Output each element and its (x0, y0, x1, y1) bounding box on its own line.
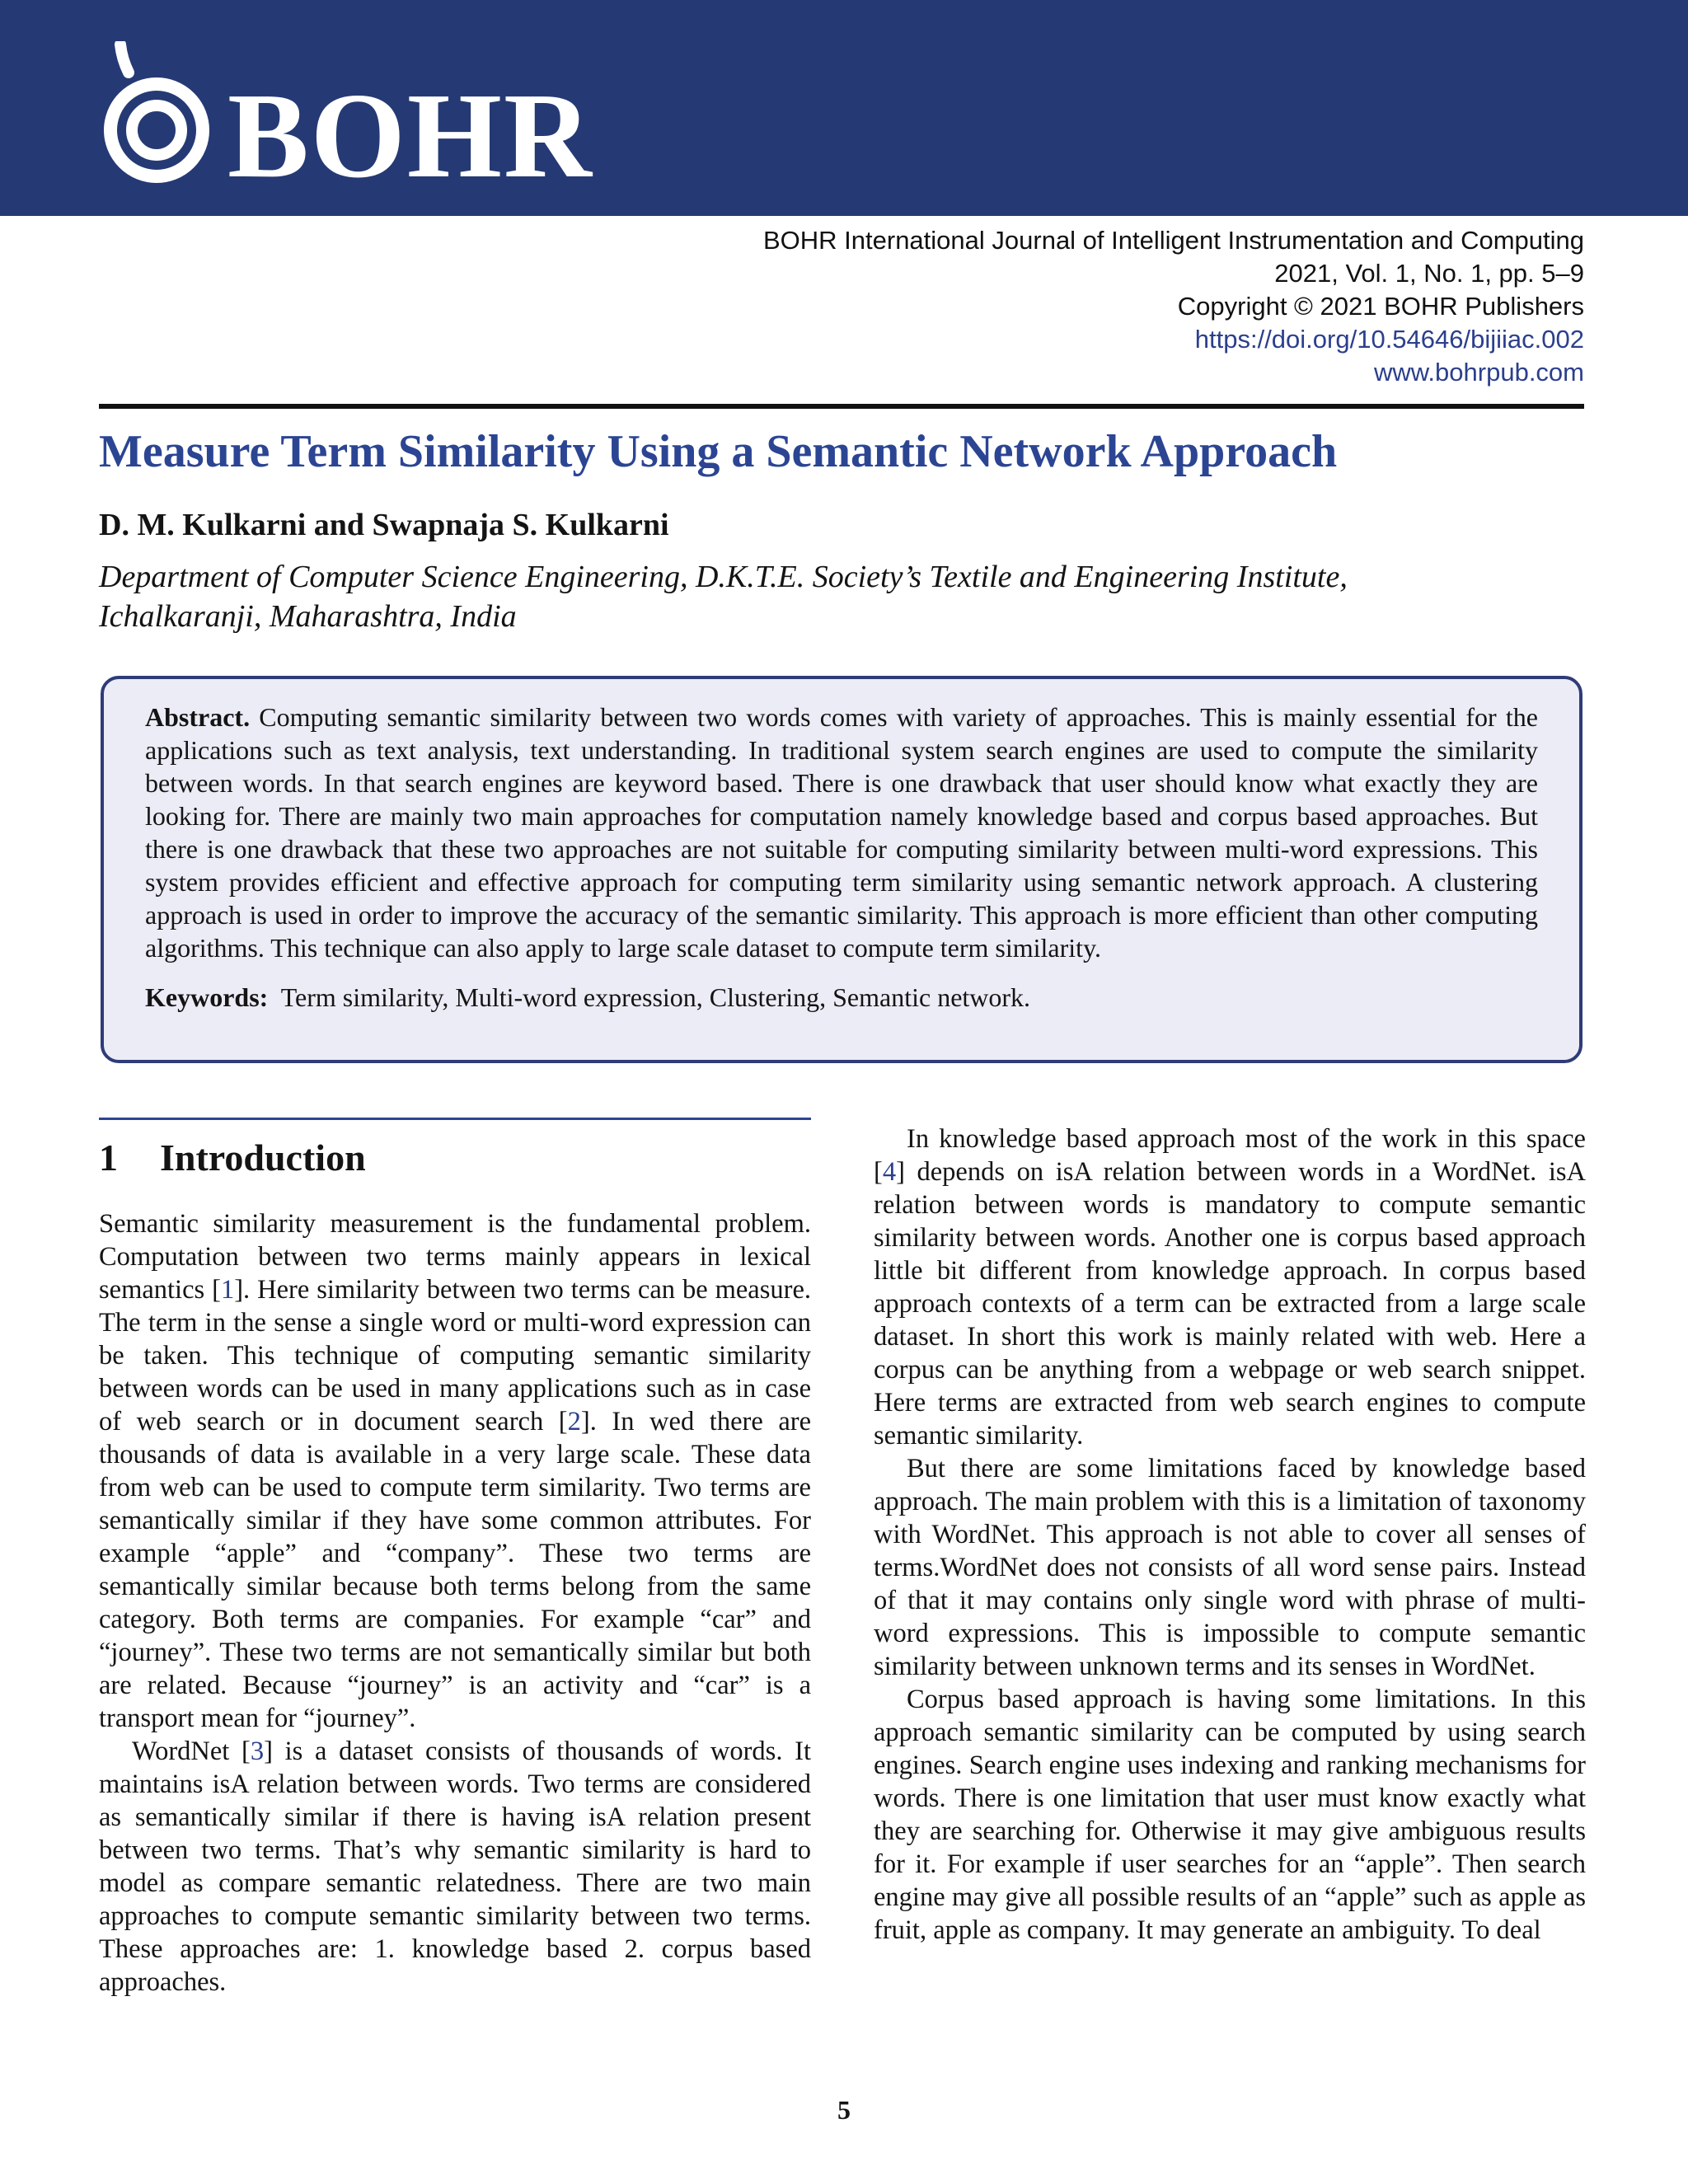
paragraph-1 (99, 1207, 811, 1735)
abstract-box (101, 676, 1582, 1063)
citation-4[interactable]: 4 (882, 1157, 897, 1187)
journal-issue: 2021, Vol. 1, No. 1, pp. 5–9 (1274, 259, 1584, 288)
page-number: 5 (837, 2095, 851, 2125)
header-rule (99, 404, 1584, 409)
p3-text-a: In knowledge based approach most of the work in this space [ (874, 1124, 1586, 1187)
keywords-text: Term similarity, Multi-word expression, Clustering, Semantic network. (280, 982, 1031, 1012)
p1-text-a: Semantic similarity measurement is the fundamental problem. Computation between two terms mainly appears in lexical semantics [ (99, 1209, 811, 1305)
paragraph-2 (99, 1735, 811, 1999)
doi-link[interactable]: https://doi.org/10.54646/bijiiac.002 (1194, 325, 1584, 354)
section-title: Introduction (160, 1137, 366, 1179)
bohr-logo-icon (97, 41, 221, 190)
section-number: 1 (99, 1137, 118, 1179)
paragraph-5: Corpus based approach is having some limitations. In this approach semantic similarity can be computed by using search engines. Search engine uses indexing and ranking mechanisms for words. There is one limitation that user must know exactly what they are searching for. Otherwise it may give ambiguous results for it. For example if user searches for an “apple”. Then search engine may give all possible results of an “apple” such as apple as fruit, apple as company. It may generate an ambiguity. To deal (874, 1685, 1586, 1945)
section-heading (99, 1133, 811, 1183)
abstract-label: Abstract. (145, 702, 251, 732)
journal-name: BOHR International Journal of Intelligent Instrumentation and Computing (762, 226, 1584, 255)
paragraph-3 (874, 1122, 1586, 1452)
article-title: Measure Term Similarity Using a Semantic Network Approach (99, 426, 1338, 477)
copyright-line: Copyright © 2021 BOHR Publishers (1177, 292, 1584, 321)
section-rule (99, 1118, 811, 1120)
bohr-logo (97, 41, 593, 204)
header-banner (0, 0, 1688, 216)
citation-2[interactable]: 2 (567, 1407, 581, 1436)
abstract-text: Computing semantic similarity between two words comes with variety of approaches. This is mainly essential for the applications such as text analysis, text understanding. In traditional system search engines are used to compute the similarity between words. In that search engines are keyword based. There is one drawback that user should know what exactly they are looking for. There are mainly two main approaches for computation namely knowledge based and corpus based approaches. But there is one drawback that these two approaches are not suitable for computing similarity between multi-word expressions. This system provides efficient and effective approach for computing term similarity using semantic network approach. A clustering approach is used in order to improve the accuracy of the semantic similarity. This approach is more efficient than other computing algorithms. This technique can also apply to large scale dataset to compute term similarity. (145, 702, 1539, 963)
article-authors: D. M. Kulkarni and Swapnaja S. Kulkarni (99, 508, 669, 542)
paragraph-4: But there are some limitations faced by knowledge based approach. The main problem with this is a limitation of taxonomy with WordNet. This approach is not able to cover all senses of terms.WordNet does not consists of all word sense pairs. Instead of that it may contains only single word with phrase of multi-word expressions. This is impossible to compute semantic similarity between unknown terms and its senses in WordNet. (874, 1454, 1586, 1681)
affiliation-line-2: Ichalkaranji, Maharashtra, India (99, 599, 517, 634)
p1-text-c: ]. In wed there are thousands of data is available in a very large scale. These data from web can be used to compute term similarity. Two terms are semantically similar if they have some common attributes. For example “apple” and “company”. These two terms are semantically similar because both terms belong from the same category. Both terms are companies. For example “car” and “journey”. These two terms are not semantically similar but both are related. Because “journey” is an activity and “car” is a transport mean for “journey”. (99, 1407, 811, 1733)
right-column (874, 1122, 1586, 1947)
affiliation-line-1: Department of Computer Science Engineering, D.K.T.E. Society’s Textile and Engineering Institute, (99, 560, 1348, 594)
p3-text-b: ] depends on isA relation between words in a WordNet. isA relation between words is mandatory to compute semantic similarity between words. Another one is corpus based approach little bit different from knowledge approach. In corpus based approach contexts of a term can be extracted from a large scale dataset. In short this work is mainly related with web. Here a corpus can be anything from a webpage or web search snippet. Here terms are extracted from web search engines to compute semantic similarity. (874, 1157, 1586, 1451)
left-column (99, 1118, 811, 1999)
keywords-label: Keywords: (145, 982, 269, 1012)
abstract-paragraph (145, 701, 1538, 964)
brand-name: BOHR (227, 68, 593, 204)
citation-3[interactable]: 3 (250, 1736, 265, 1766)
p2-text-a: WordNet [ (132, 1736, 251, 1766)
article-affiliation (99, 557, 1582, 636)
citation-1[interactable]: 1 (220, 1275, 235, 1305)
keywords-paragraph (145, 981, 1538, 1014)
journal-info (763, 224, 1584, 389)
website-link[interactable]: www.bohrpub.com (1373, 358, 1584, 387)
p2-text-b: ] is a dataset consists of thousands of words. It maintains isA relation between words. Two terms are considered as semantically similar if there is having isA relation present between two terms. That’s why semantic similarity is hard to model as compare semantic relatedness. There are two main approaches to compute semantic similarity between two terms. These approaches are: 1. knowledge based 2. corpus based approaches. (99, 1736, 811, 1997)
p1-text-b: ]. Here similarity between two terms can be measure. The term in the sense a single word or multi-word expression can be taken. This technique of computing semantic similarity between words can be used in many applications such as in case of web search or in document search [ (99, 1275, 811, 1436)
